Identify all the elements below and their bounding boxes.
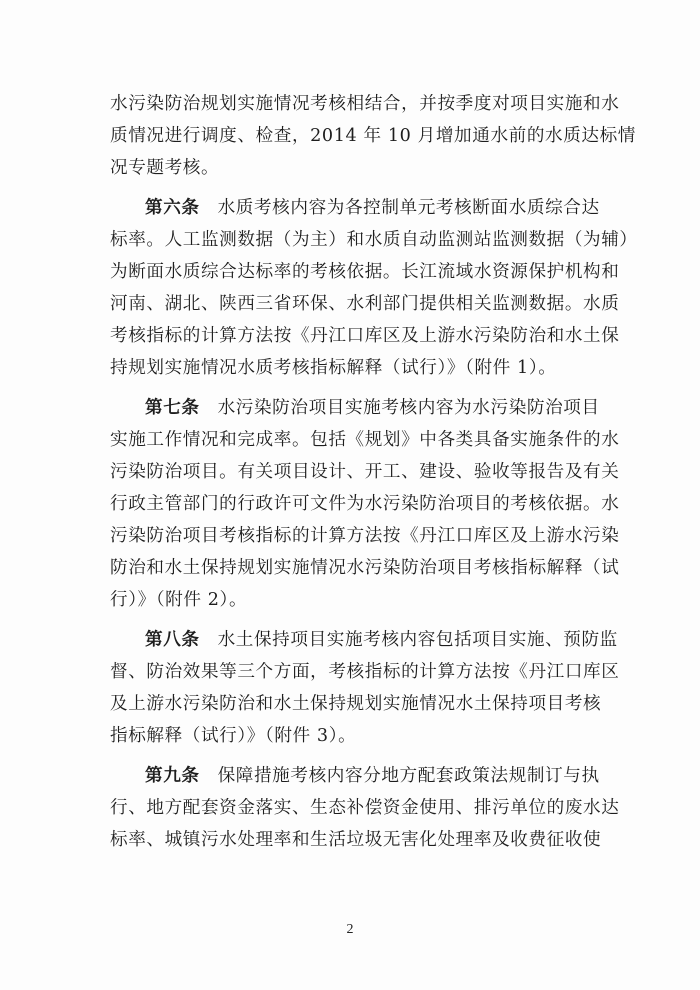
- article-eight: [110, 624, 620, 752]
- text-line: 污染防治项目考核指标的计算方法按《丹江口库区及上游水污染: [110, 526, 620, 546]
- text-line: 标率。人工监测数据（为主）和水质自动监测站监测数据（为辅）: [110, 230, 638, 250]
- text-line: 行政主管部门的行政许可文件为水污染防治项目的考核依据。水: [110, 494, 620, 514]
- page-number: 2: [346, 922, 354, 937]
- article-text: 水质考核内容为各控制单元考核断面水质综合达: [217, 198, 600, 218]
- article-heading: 第六条: [145, 198, 200, 218]
- article-heading: 第九条: [145, 766, 200, 786]
- text-line: 考核指标的计算方法按《丹江口库区及上游水污染防治和水土保: [110, 326, 620, 346]
- article-text: 保障措施考核内容分地方配套政策法规制订与执: [217, 766, 600, 786]
- text-line: 防治和水土保持规划实施情况水污染防治项目考核指标解释（试: [110, 558, 620, 578]
- paragraph-continuation: [110, 88, 636, 184]
- text-line: 行、地方配套资金落实、生态补偿资金使用、排污单位的废水达: [110, 798, 620, 818]
- text-line: 质情况进行调度、检查，2014 年 10 月增加通水前的水质达标情: [110, 126, 636, 146]
- document-body: [110, 88, 638, 864]
- article-heading: 第八条: [145, 630, 200, 650]
- text-line: 及上游水污染防治和水土保持规划实施情况水土保持项目考核: [110, 694, 602, 714]
- article-nine: [110, 760, 620, 856]
- text-line: 实施工作情况和完成率。包括《规划》中各类具备实施条件的水: [110, 430, 620, 450]
- article-text: 水土保持项目实施考核内容包括项目实施、预防监: [217, 630, 618, 650]
- article-seven: [110, 392, 620, 616]
- text-line: [110, 192, 600, 224]
- text-line: 行）》（附件 2）。: [110, 590, 248, 610]
- text-line: 标率、城镇污水处理率和生活垃圾无害化处理率及收费征收使: [110, 830, 602, 850]
- text-line: 污染防治项目。有关项目设计、开工、建设、验收等报告及有关: [110, 462, 620, 482]
- text-line: 指标解释（试行）》（附件 3）。: [110, 726, 357, 746]
- text-line: 督、防治效果等三个方面，考核指标的计算方法按《丹江口库区: [110, 662, 620, 682]
- text-line: 况专题考核。: [110, 158, 220, 178]
- text-line: [110, 392, 600, 424]
- text-line: 持规划实施情况水质考核指标解释（试行）》（附件 1）。: [110, 358, 557, 378]
- text-line: 为断面水质综合达标率的考核依据。长江流域水资源保护机构和: [110, 262, 620, 282]
- text-line: 河南、湖北、陕西三省环保、水利部门提供相关监测数据。水质: [110, 294, 620, 314]
- text-line: [110, 760, 600, 792]
- text-line: [110, 624, 618, 656]
- article-six: [110, 192, 638, 384]
- article-heading: 第七条: [145, 398, 200, 418]
- text-line: 水污染防治规划实施情况考核相结合，并按季度对项目实施和水: [110, 94, 620, 114]
- article-text: 水污染防治项目实施考核内容为水污染防治项目: [217, 398, 600, 418]
